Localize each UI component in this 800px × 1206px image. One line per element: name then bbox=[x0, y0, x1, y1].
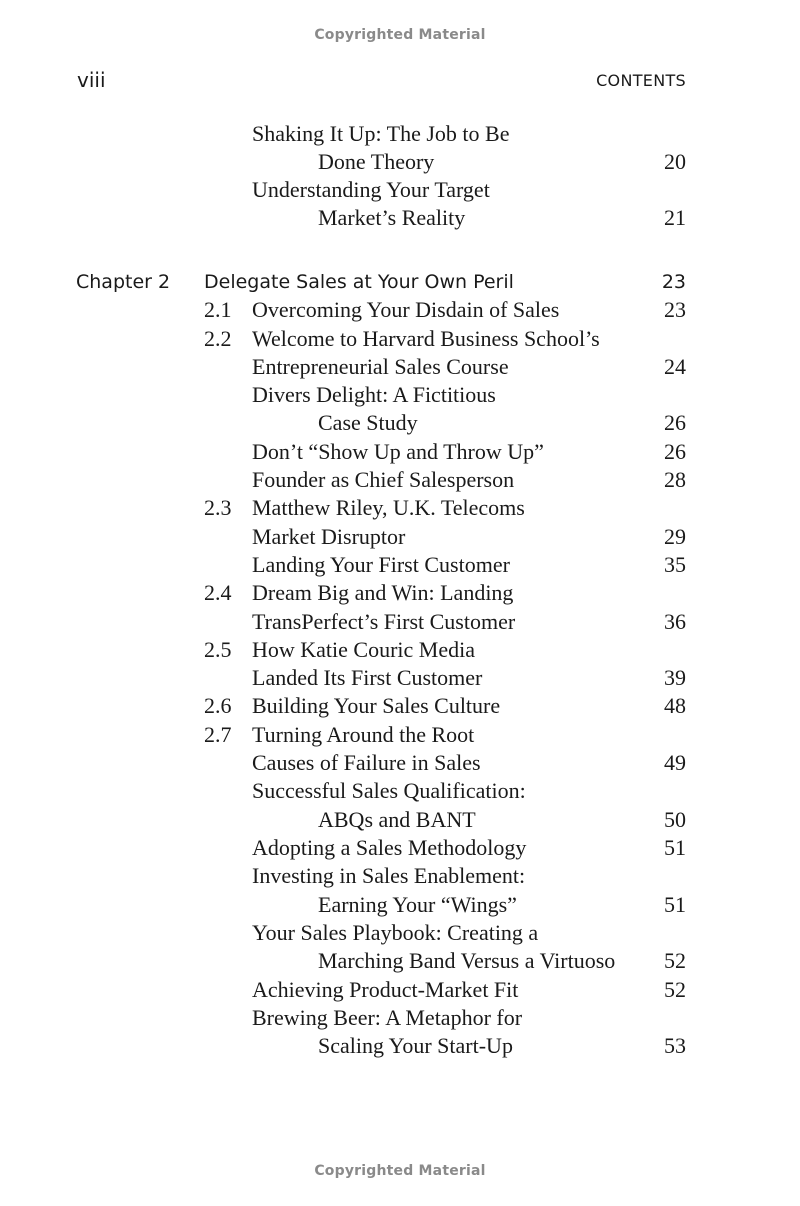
chapter-page-number: 23 bbox=[661, 271, 686, 293]
running-head: CONTENTS bbox=[596, 71, 686, 90]
toc-entry-text: Landed Its First Customer bbox=[252, 665, 483, 690]
page-number: viii bbox=[77, 68, 106, 92]
toc-entry-text: Adopting a Sales Methodology bbox=[252, 835, 527, 860]
toc-entry-text: Brewing Beer: A Metaphor for bbox=[252, 1005, 523, 1030]
section-number: 2.3 bbox=[204, 495, 232, 520]
section-number: 2.2 bbox=[204, 326, 232, 351]
toc-page-number: 49 bbox=[664, 750, 686, 775]
toc-entry-text: Overcoming Your Disdain of Sales bbox=[252, 297, 560, 322]
copyright-watermark-bottom: Copyrighted Material bbox=[314, 1163, 486, 1179]
toc-entry-text: How Katie Couric Media bbox=[252, 637, 475, 662]
toc-entry-text: Entrepreneurial Sales Course bbox=[252, 354, 509, 379]
toc-entry-text: Building Your Sales Culture bbox=[252, 693, 501, 718]
section-number: 2.5 bbox=[204, 637, 232, 662]
toc-page-number: 50 bbox=[664, 807, 686, 832]
toc-page-number: 39 bbox=[664, 665, 686, 690]
toc-page-number: 26 bbox=[664, 439, 686, 464]
toc-page-number: 52 bbox=[664, 948, 686, 973]
toc-entry-text: Dream Big and Win: Landing bbox=[252, 580, 514, 605]
copyright-watermark-top: Copyrighted Material bbox=[314, 27, 486, 43]
toc-page-number: 26 bbox=[664, 410, 686, 435]
toc-entry-text: Welcome to Harvard Business School’s bbox=[252, 326, 600, 351]
toc-entry-text: Understanding Your Target bbox=[252, 177, 490, 202]
section-number: 2.7 bbox=[204, 722, 232, 747]
toc-entry-text: Successful Sales Qualification: bbox=[252, 778, 526, 803]
toc-entry-text: Market’s Reality bbox=[318, 205, 466, 230]
toc-page-number: 52 bbox=[664, 977, 686, 1002]
toc-entry-text: Case Study bbox=[318, 410, 418, 435]
toc-entry-text: Founder as Chief Salesperson bbox=[252, 467, 515, 492]
toc-entry-text: Market Disruptor bbox=[252, 524, 406, 549]
toc-entry-text: ABQs and BANT bbox=[318, 807, 476, 832]
toc-page-number: 36 bbox=[664, 609, 686, 634]
toc-page-number: 35 bbox=[664, 552, 686, 577]
toc-entry-text: Divers Delight: A Fictitious bbox=[252, 382, 496, 407]
toc-entry-text: Investing in Sales Enablement: bbox=[252, 863, 526, 888]
toc-entry-text: Achieving Product-Market Fit bbox=[252, 977, 519, 1002]
section-number: 2.1 bbox=[204, 297, 232, 322]
toc-entry-text: Matthew Riley, U.K. Telecoms bbox=[252, 495, 525, 520]
section-number: 2.6 bbox=[204, 693, 232, 718]
chapter-title: Delegate Sales at Your Own Peril bbox=[204, 271, 514, 293]
toc-page-number: 23 bbox=[664, 297, 686, 322]
toc-page-number: 28 bbox=[664, 467, 686, 492]
chapter-label: Chapter 2 bbox=[76, 271, 171, 293]
toc-page-number: 48 bbox=[664, 693, 686, 718]
toc-entry-text: TransPerfect’s First Customer bbox=[252, 609, 516, 634]
toc-entry-text: Earning Your “Wings” bbox=[318, 892, 517, 917]
toc-entry-text: Don’t “Show Up and Throw Up” bbox=[252, 439, 544, 464]
toc-page-number: 29 bbox=[664, 524, 686, 549]
toc-page-number: 51 bbox=[664, 892, 686, 917]
section-number: 2.4 bbox=[204, 580, 232, 605]
toc-entry-text: Landing Your First Customer bbox=[252, 552, 510, 577]
toc-page-number: 21 bbox=[664, 205, 686, 230]
toc-entry-text: Your Sales Playbook: Creating a bbox=[252, 920, 539, 945]
toc-page-number: 24 bbox=[664, 354, 686, 379]
toc-entry-text: Marching Band Versus a Virtuoso bbox=[318, 948, 616, 973]
toc-page-number: 20 bbox=[664, 149, 686, 174]
toc-entry-text: Shaking It Up: The Job to Be bbox=[252, 121, 510, 146]
toc-page-number: 51 bbox=[664, 835, 686, 860]
toc-entry-text: Done Theory bbox=[318, 149, 435, 174]
toc-entry-text: Scaling Your Start-Up bbox=[318, 1033, 513, 1058]
toc-entry-text: Causes of Failure in Sales bbox=[252, 750, 481, 775]
toc-page-number: 53 bbox=[664, 1033, 686, 1058]
toc-entry-text: Turning Around the Root bbox=[252, 722, 475, 747]
